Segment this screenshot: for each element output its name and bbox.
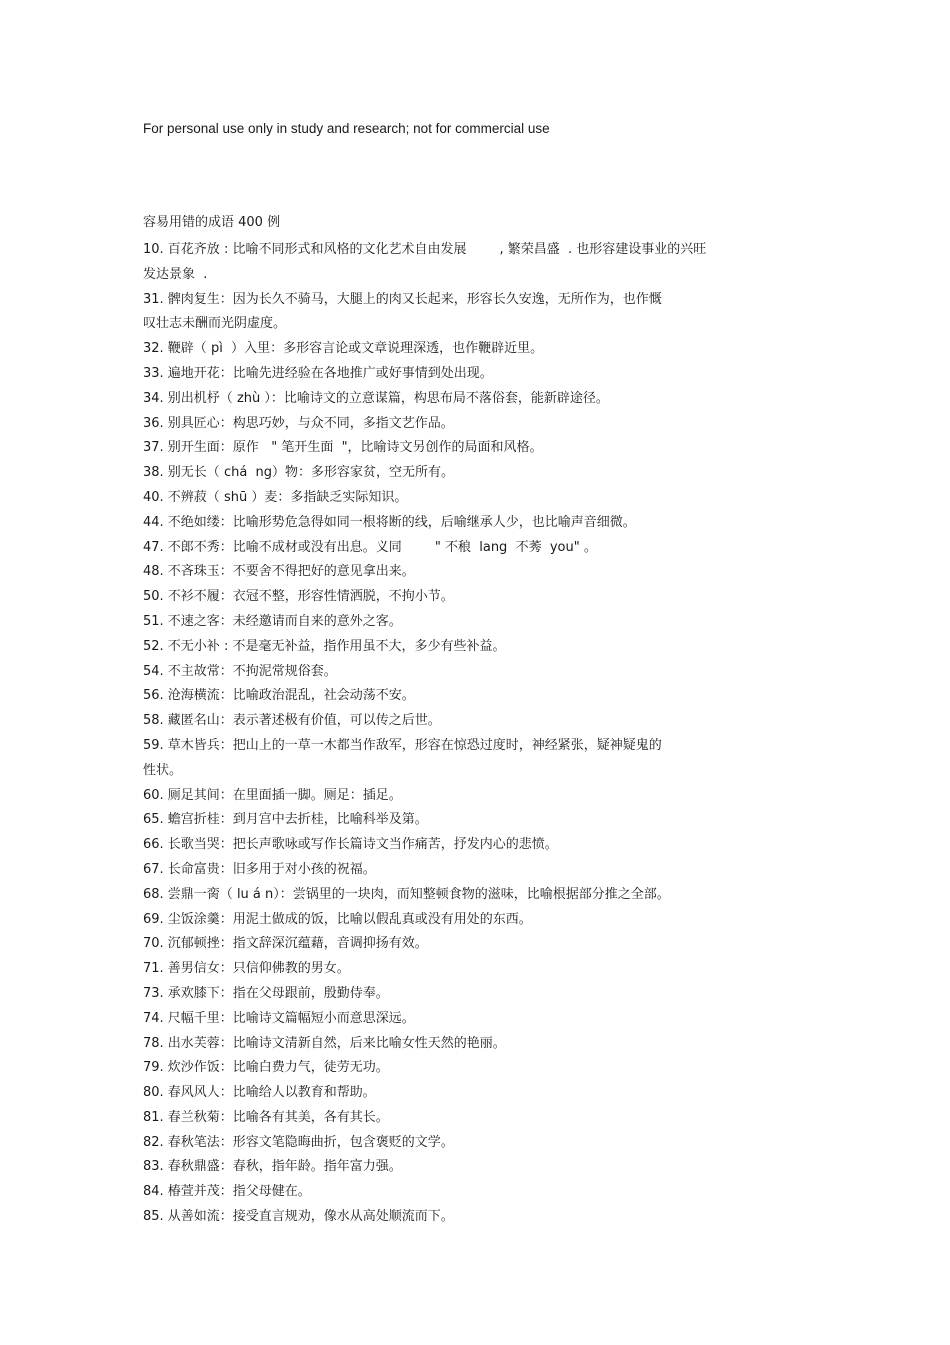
idiom-entry-line: 65. 蟾宫折桂：到月宫中去折桂，比喻科举及第。	[143, 812, 428, 828]
idiom-entry-line: 31. 髀肉复生：因为长久不骑马，大腿上的肉又长起来，形容长久安逸，无所作为，也作慨	[143, 291, 662, 307]
idiom-entry-line: 50. 不衫不履：衣冠不整，形容性情洒脱，不拘小节。	[143, 589, 454, 605]
idiom-entry	[143, 883, 793, 908]
idiom-entry-line: 84. 椿萱并茂：指父母健在。	[143, 1184, 311, 1200]
idiom-entry-line: 79. 炊沙作饭：比喻白费力气，徒劳无功。	[143, 1060, 389, 1076]
idiom-entry-line: 54. 不主故常：不拘泥常规俗套。	[143, 663, 337, 679]
idiom-entry	[143, 1180, 793, 1205]
idiom-entry	[143, 684, 793, 709]
idiom-entry	[143, 660, 793, 685]
idiom-entry-line: 59. 草木皆兵：把山上的一草一木都当作敌军，形容在惊恐过度时，神经紧张，疑神疑鬼的	[143, 737, 662, 753]
idiom-entry-line: 73. 承欢膝下：指在父母跟前，殷勤侍奉。	[143, 985, 389, 1001]
idiom-entry	[143, 635, 793, 660]
idiom-entry-line: 83. 春秋鼎盛：春秋，指年龄。指年富力强。	[143, 1159, 402, 1175]
idiom-entry-line: 33. 遍地开花：比喻先进经验在各地推广或好事情到处出现。	[143, 365, 493, 381]
idiom-entry-line: 34. 别出机杼（ zhù ）：比喻诗文的立意谋篇，构思布局不落俗套，能新辟途径。	[143, 390, 609, 406]
idiom-entry	[143, 982, 793, 1007]
idiom-entry-line: 36. 别具匠心：构思巧妙，与众不同，多指文艺作品。	[143, 415, 454, 431]
idiom-entry-line: 32. 鞭辟（ pì ）入里：多形容言论或文章说理深透，也作鞭辟近里。	[143, 341, 544, 357]
idiom-entry	[143, 833, 793, 858]
idiom-entry-line: 85. 从善如流：接受直言规劝，像水从高处顺流而下。	[143, 1209, 454, 1225]
idiom-list	[143, 238, 793, 1230]
idiom-entry	[143, 461, 793, 486]
idiom-entry-line: 37. 别开生面：原作 " 笔开生面 "，比喻诗文另创作的局面和风格。	[143, 440, 543, 456]
idiom-entry-line: 47. 不郎不秀：比喻不成材或没有出息。义同 " 不稂 lang 不莠 you" 。	[143, 539, 597, 555]
idiom-entry	[143, 238, 793, 288]
idiom-entry	[143, 784, 793, 809]
idiom-entry	[143, 486, 793, 511]
idiom-entry	[143, 957, 793, 982]
idiom-entry-line: 51. 不速之客：未经邀请而自来的意外之客。	[143, 613, 402, 629]
idiom-entry	[143, 1007, 793, 1032]
idiom-entry-continuation: 性状。	[143, 762, 183, 778]
idiom-entry-line: 66. 长歌当哭：把长声歌咏或写作长篇诗文当作痛苦，抒发内心的悲愤。	[143, 837, 558, 853]
idiom-entry	[143, 387, 793, 412]
idiom-entry-line: 70. 沉郁顿挫：指文辞深沉蕴藉，音调抑扬有效。	[143, 936, 428, 952]
idiom-entry-line: 78. 出水芙蓉：比喻诗文清新自然，后来比喻女性天然的艳丽。	[143, 1035, 506, 1051]
disclaimer-text: For personal use only in study and research; not for commercial use	[143, 121, 550, 136]
idiom-entry	[143, 362, 793, 387]
idiom-entry-line: 38. 别无长（ chá ng）物：多形容家贫，空无所有。	[143, 465, 455, 481]
idiom-entry-line: 44. 不绝如缕：比喻形势危急得如同一根将断的线，后喻继承人少，也比喻声音细微。	[143, 514, 636, 530]
idiom-entry-line: 74. 尺幅千里：比喻诗文篇幅短小而意思深远。	[143, 1010, 415, 1026]
idiom-entry-line: 67. 长命富贵：旧多用于对小孩的祝福。	[143, 861, 376, 877]
idiom-entry	[143, 1131, 793, 1156]
idiom-entry-line: 82. 春秋笔法：形容文笔隐晦曲折，包含褒贬的文学。	[143, 1134, 454, 1150]
idiom-entry	[143, 560, 793, 585]
idiom-entry	[143, 858, 793, 883]
idiom-entry-line: 81. 春兰秋菊：比喻各有其美，各有其长。	[143, 1109, 389, 1125]
idiom-entry	[143, 511, 793, 536]
idiom-entry	[143, 1056, 793, 1081]
idiom-entry-line: 71. 善男信女：只信仰佛教的男女。	[143, 961, 350, 977]
idiom-entry-line: 10. 百花齐放 : 比喻不同形式和风格的文化艺术自由发展 , 繁荣昌盛 . 也形容建设事业的兴旺	[143, 242, 707, 257]
idiom-entry	[143, 808, 793, 833]
idiom-entry	[143, 1106, 793, 1131]
idiom-entry-continuation: 叹壮志未酬而光阴虚度。	[143, 316, 287, 332]
idiom-entry-line: 58. 藏匿名山：表示著述极有价值，可以传之后世。	[143, 713, 441, 729]
idiom-entry	[143, 536, 793, 561]
idiom-entry	[143, 709, 793, 734]
idiom-entry	[143, 932, 793, 957]
idiom-entry-line: 56. 沧海横流：比喻政治混乱，社会动荡不安。	[143, 688, 415, 704]
document-title: 容易用错的成语 400 例	[143, 215, 281, 230]
idiom-entry-line: 80. 春风风人：比喻给人以教育和帮助。	[143, 1085, 376, 1101]
idiom-entry	[143, 610, 793, 635]
idiom-entry	[143, 585, 793, 610]
idiom-entry	[143, 337, 793, 362]
idiom-entry	[143, 908, 793, 933]
idiom-entry	[143, 436, 793, 461]
idiom-entry-line: 60. 厕足其间：在里面插一脚。厕足：插足。	[143, 787, 402, 803]
idiom-entry-line: 69. 尘饭涂羹：用泥土做成的饭，比喻以假乱真或没有用处的东西。	[143, 911, 532, 927]
idiom-entry-continuation: 发达景象 .	[143, 266, 208, 282]
idiom-entry-line: 52. 不无小补 : 不是毫无补益，指作用虽不大，多少有些补益。	[143, 638, 506, 654]
idiom-entry	[143, 1032, 793, 1057]
idiom-entry	[143, 412, 793, 437]
idiom-entry	[143, 734, 793, 784]
idiom-entry	[143, 1155, 793, 1180]
idiom-entry-line: 48. 不吝珠玉：不要舍不得把好的意见拿出来。	[143, 564, 415, 580]
idiom-entry	[143, 288, 793, 338]
idiom-entry-line: 68. 尝鼎一脔（ lu á n）：尝锅里的一块肉，而知整顿食物的滋味，比喻根据部分推之全部。	[143, 886, 670, 902]
idiom-entry	[143, 1081, 793, 1106]
idiom-entry-line: 40. 不辨菽（ shū ）麦：多指缺乏实际知识。	[143, 489, 408, 505]
idiom-entry	[143, 1205, 793, 1230]
